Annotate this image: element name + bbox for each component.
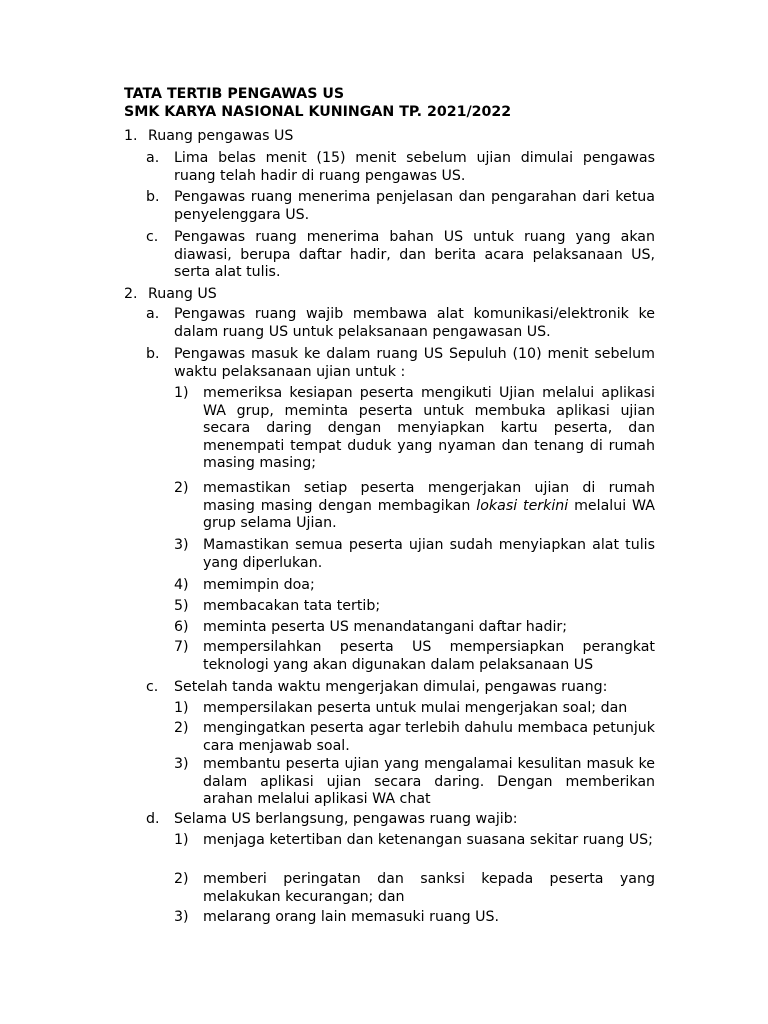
italic-text: lokasi terkini	[476, 497, 569, 514]
sub-list-item	[174, 639, 674, 674]
sub-list-item	[174, 871, 674, 906]
document-title: TATA TERTIB PENGAWAS US	[124, 86, 345, 102]
list-item-text: Setelah tanda waktu mengerjakan dimulai, pengawas ruang:	[174, 679, 608, 695]
document-subtitle: SMK KARYA NASIONAL KUNINGAN TP. 2021/2022	[124, 104, 512, 120]
list-item-text: Pengawas ruang wajib membawa alat komunikasi/elektronik ke dalam ruang US untuk pelaksanaan pengawasan US.	[174, 306, 655, 340]
list-marker: 1)	[174, 385, 189, 401]
list-item-text: Pengawas ruang menerima bahan US untuk ruang yang akan diawasi, berupa daftar hadir, dan berita acara pelaksanaan US, serta alat tulis.	[174, 229, 655, 280]
list-item-text: melarang orang lain memasuki ruang US.	[203, 909, 500, 925]
list-marker: a.	[146, 150, 160, 166]
list-item	[146, 306, 656, 341]
list-marker: 2)	[174, 720, 189, 736]
list-marker: b.	[146, 189, 160, 205]
list-marker: 6)	[174, 619, 189, 635]
list-item	[146, 229, 656, 282]
text-segment: memastikan setiap peserta mengerjakan ujian di rumah masing masing dengan membagikan	[203, 480, 655, 514]
sub-list-item	[174, 756, 674, 809]
list-item-text: membantu peserta ujian yang mengalamai kesulitan masuk ke dalam aplikasi ujian secara daring. Dengan memberikan arahan melalui aplikasi WA chat	[203, 756, 655, 807]
list-item-text: Selama US berlangsung, pengawas ruang wajib:	[174, 811, 518, 827]
section-2-heading	[124, 286, 664, 304]
sub-list-item	[174, 537, 674, 572]
sub-list-item	[174, 619, 674, 637]
section-1-heading	[124, 128, 664, 146]
list-item-text: meminta peserta US menandatangani daftar hadir;	[203, 619, 568, 635]
list-marker: c.	[146, 229, 159, 245]
list-item	[146, 811, 656, 829]
list-item-text: memimpin doa;	[203, 577, 315, 593]
list-item-text: memeriksa kesiapan peserta mengikuti Ujian melalui aplikasi WA grup, meminta peserta untuk membuka aplikasi ujian secara daring dengan menyiapkan kartu peserta, dan menempati tempat duduk yang nyaman dan tenang di rumah masing masing;	[203, 385, 655, 471]
list-item-text: Lima belas menit (15) menit sebelum ujian dimulai pengawas ruang telah hadir di ruang pengawas US.	[174, 150, 655, 184]
sub-list-item	[174, 720, 674, 755]
list-marker: 2.	[124, 286, 138, 302]
list-item-text: menjaga ketertiban dan ketenangan suasana sekitar ruang US;	[203, 832, 653, 848]
list-marker: c.	[146, 679, 159, 695]
list-marker: 5)	[174, 598, 189, 614]
sub-list-item	[174, 598, 674, 616]
list-marker: d.	[146, 811, 160, 827]
section-heading-text: Ruang US	[148, 286, 217, 302]
list-marker: b.	[146, 346, 160, 362]
list-item-text: membacakan tata tertib;	[203, 598, 381, 614]
list-item-text: Mamastikan semua peserta ujian sudah menyiapkan alat tulis yang diperlukan.	[203, 537, 655, 571]
sub-list-item	[174, 909, 674, 927]
list-item-text: memberi peringatan dan sanksi kepada peserta yang melakukan kecurangan; dan	[203, 871, 655, 905]
list-item	[146, 150, 656, 185]
list-marker: 3)	[174, 537, 189, 553]
list-item-text	[203, 480, 655, 533]
section-heading-text: Ruang pengawas US	[148, 128, 294, 144]
list-item	[146, 189, 656, 224]
list-marker: 3)	[174, 909, 189, 925]
list-marker: 4)	[174, 577, 189, 593]
list-marker: 1)	[174, 832, 189, 848]
list-item	[146, 679, 656, 697]
text-segment: melalui WA grup selama Ujian.	[203, 497, 655, 531]
list-marker: 1.	[124, 128, 138, 144]
list-item-text: mempersilahkan peserta US mempersiapkan perangkat teknologi yang akan digunakan dalam pelaksanaan US	[203, 639, 655, 673]
sub-list-item	[174, 577, 674, 595]
list-item	[146, 346, 656, 381]
list-marker: 1)	[174, 700, 189, 716]
list-marker: 7)	[174, 639, 189, 655]
list-marker: a.	[146, 306, 160, 322]
list-marker: 2)	[174, 480, 189, 496]
list-item-text: Pengawas masuk ke dalam ruang US Sepuluh (10) menit sebelum waktu pelaksanaan ujian untuk :	[174, 346, 655, 380]
sub-list-item	[174, 832, 674, 850]
sub-list-item	[174, 700, 674, 718]
sub-list-item	[174, 480, 674, 533]
list-marker: 2)	[174, 871, 189, 887]
sub-list-item	[174, 385, 674, 473]
list-item-text: mempersilakan peserta untuk mulai mengerjakan soal; dan	[203, 700, 628, 716]
list-marker: 3)	[174, 756, 189, 772]
list-item-text: Pengawas ruang menerima penjelasan dan pengarahan dari ketua penyelenggara US.	[174, 189, 655, 223]
list-item-text: mengingatkan peserta agar terlebih dahulu membaca petunjuk cara menjawab soal.	[203, 720, 655, 754]
